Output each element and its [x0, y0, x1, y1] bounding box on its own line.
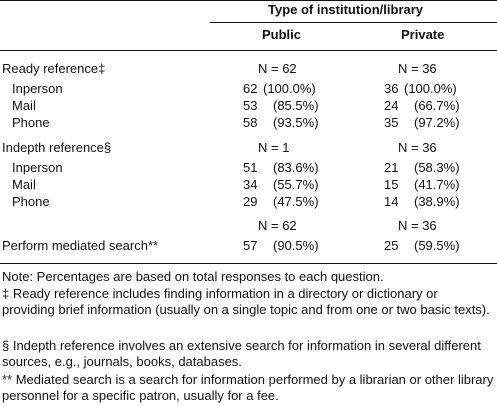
- row-label: Mail: [12, 98, 36, 113]
- section-label-indepth: Indepth reference§: [2, 140, 112, 155]
- public-pct: (90.5%): [273, 238, 319, 253]
- public-count: 57: [243, 238, 258, 253]
- n-private-ready: N = 36: [398, 61, 437, 76]
- n-public-ready: N = 62: [258, 61, 297, 76]
- public-count: 34: [243, 177, 258, 192]
- row-label: Phone: [12, 194, 50, 209]
- row-label: Mail: [12, 177, 36, 192]
- private-count: 25: [384, 238, 399, 253]
- private-count: 35: [384, 115, 399, 130]
- header-rule: [0, 50, 497, 51]
- footnote-percentages: Note: Percentages are based on total responses to each question.: [2, 269, 384, 284]
- public-count: 51: [243, 160, 258, 175]
- private-pct: (41.7%): [414, 177, 460, 192]
- n-private-indepth: N = 36: [398, 140, 437, 155]
- private-pct: (97.2%): [414, 115, 460, 130]
- row-label: Phone: [12, 115, 50, 130]
- private-pct: (59.5%): [414, 238, 460, 253]
- n-public-indepth: N = 1: [258, 140, 290, 155]
- footnote-ready-reference: ‡ Ready reference includes finding information in a directory or dictionary or providing brief information (usually on a single topic and from one or two basic texts).: [2, 286, 490, 317]
- private-pct: (58.3%): [414, 160, 460, 175]
- private-pct: (100.0%): [404, 81, 457, 96]
- row-label: Inperson: [12, 160, 63, 175]
- spanner-header: Type of institution/library: [268, 2, 424, 17]
- public-pct: (47.5%): [273, 194, 319, 209]
- footnote-mediated-search: ** Mediated search is a search for information performed by a librarian or other library personnel for a specific patron, usually for a fee.: [2, 372, 494, 403]
- col-header-public: Public: [262, 27, 302, 42]
- public-count: 29: [243, 194, 258, 209]
- public-count: 62: [243, 81, 258, 96]
- top-rule: [0, 0, 497, 1]
- n-private-mediated: N = 36: [398, 218, 437, 233]
- section-label-mediated: Perform mediated search**: [2, 238, 159, 253]
- n-public-mediated: N = 62: [258, 218, 297, 233]
- private-pct: (38.9%): [414, 194, 460, 209]
- private-count: 14: [384, 194, 399, 209]
- private-pct: (66.7%): [414, 98, 460, 113]
- private-count: 15: [384, 177, 399, 192]
- private-count: 24: [384, 98, 399, 113]
- public-count: 58: [243, 115, 258, 130]
- private-count: 36: [384, 81, 399, 96]
- private-count: 21: [384, 160, 399, 175]
- public-pct: (55.7%): [273, 177, 319, 192]
- spanner-rule: [210, 22, 497, 23]
- public-pct: (93.5%): [273, 115, 319, 130]
- footnote-indepth-reference: § Indepth reference involves an extensive search for information in several different sources, e.g., journals, books, databases.: [2, 338, 481, 369]
- public-pct: (83.6%): [273, 160, 319, 175]
- public-pct: (85.5%): [273, 98, 319, 113]
- row-label: Inperson: [12, 81, 63, 96]
- public-count: 53: [243, 98, 258, 113]
- col-header-private: Private: [401, 27, 445, 42]
- section-label-ready: Ready reference‡: [2, 61, 106, 76]
- bottom-rule: [0, 263, 497, 264]
- public-pct: (100.0%): [263, 81, 316, 96]
